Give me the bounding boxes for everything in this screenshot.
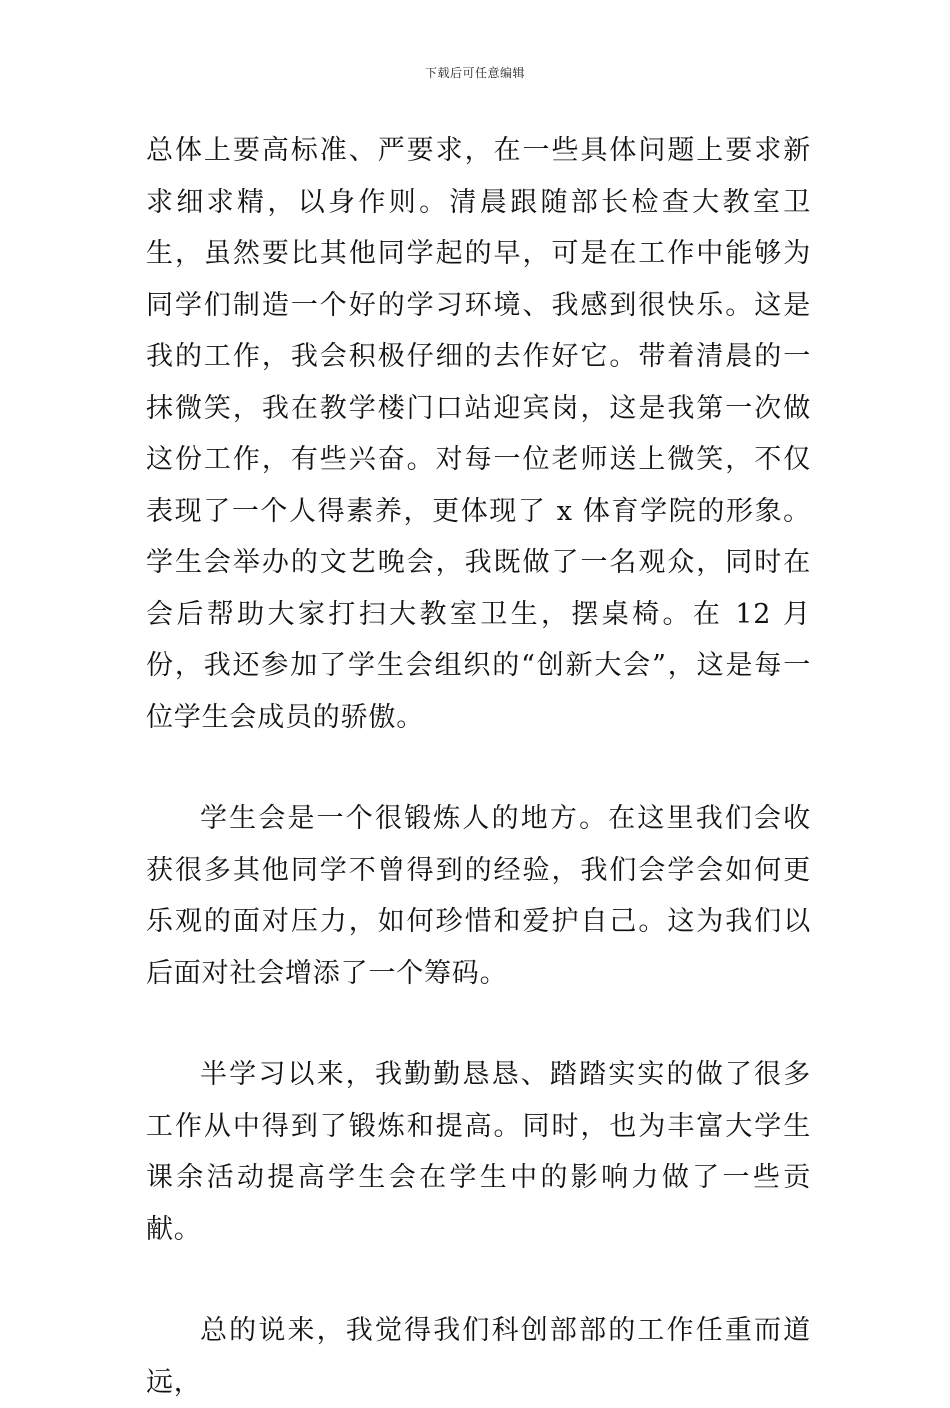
paragraph-4: 总的说来，我觉得我们科创部部的工作任重而道远， <box>146 1315 811 1398</box>
paragraph-spacer <box>146 743 811 793</box>
page-header: 下载后可任意编辑 <box>424 66 525 80</box>
paragraph-spacer <box>146 999 811 1049</box>
document-body <box>146 125 811 1408</box>
paragraph-spacer <box>146 1255 811 1305</box>
paragraph-1: 总体上要高标准、严要求，在一些具体问题上要求新求细求精，以身作则。清晨跟随部长检查大教室卫生，虽然要比其他同学起的早，可是在工作中能够为同学们制造一个好的学习环境、我感到很快乐。这是我的工作，我会积极仔细的去作好它。带着清晨的一抹微笑，我在教学楼门口站迎宾岗，这是我第一次做这份工作，有些兴奋。对每一位老师送上微笑，不仅表现了一个人得素养，更体现了 x 体育学院的形象。学生会举办的文艺晚会，我既做了一名观众，同时在会后帮助大家打扫大教室卫生，摆桌椅。在 12 月份，我还参加了学生会组织的“创新大会”，这是每一位学生会成员的骄傲。 <box>146 135 811 733</box>
paragraph-2: 学生会是一个很锻炼人的地方。在这里我们会收获很多其他同学不曾得到的经验，我们会学会如何更乐观的面对压力，如何珍惜和爱护自己。这为我们以后面对社会增添了一个筹码。 <box>146 803 811 989</box>
paragraph-3: 半学习以来，我勤勤恳恳、踏踏实实的做了很多工作从中得到了锻炼和提高。同时，也为丰富大学生课余活动提高学生会在学生中的影响力做了一些贡献。 <box>146 1059 811 1245</box>
